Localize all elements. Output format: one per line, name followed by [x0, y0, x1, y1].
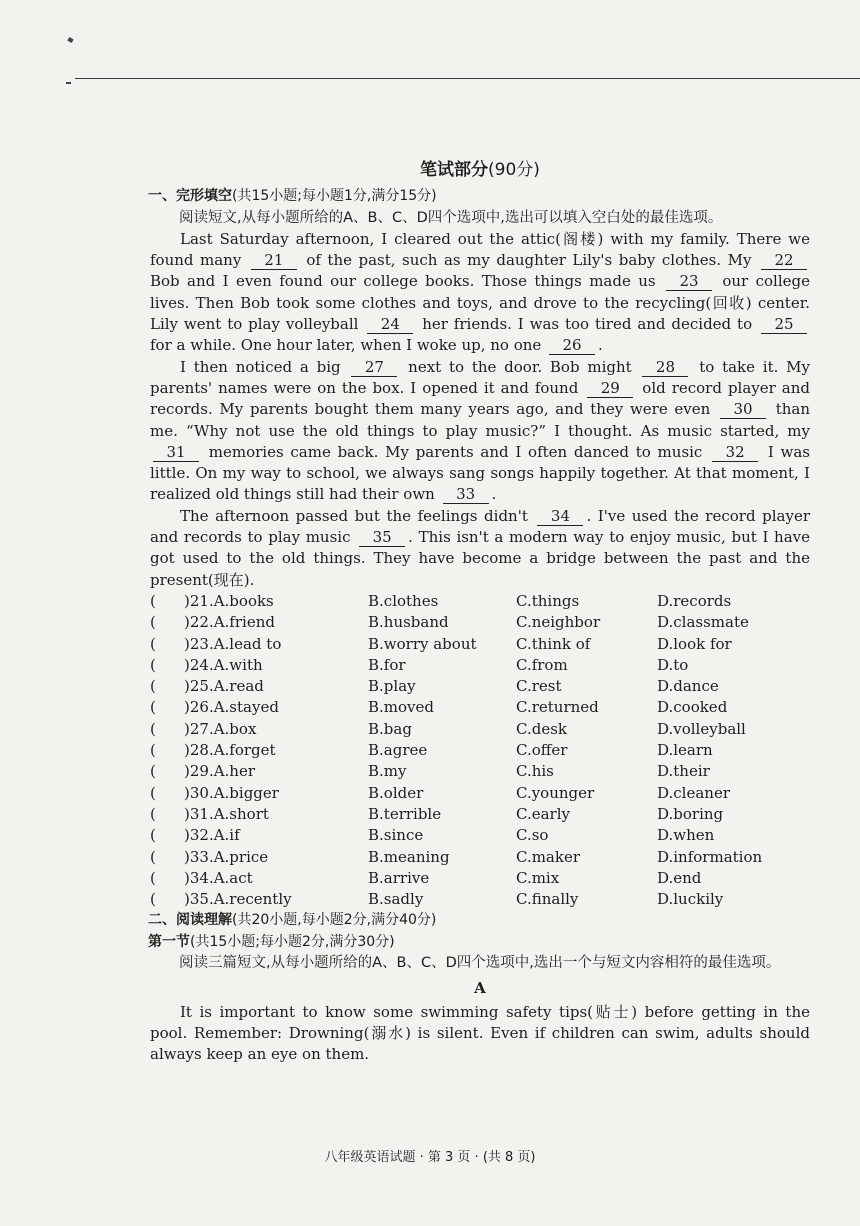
option-b: B.arrive	[368, 868, 430, 887]
option-row	[150, 634, 810, 655]
passage-text: .	[598, 336, 603, 355]
option-c: C.desk	[516, 719, 567, 738]
page-footer: 八年级英语试题 · 第 3 页 · (共 8 页)	[324, 1150, 536, 1165]
answer-bracket: (	[150, 783, 156, 802]
reading-instruction: 阅读三篇短文,从每小题所给的A、B、C、D四个选项中,选出一个与短文内容相符的最佳选项。	[179, 954, 781, 971]
option-b: B.my	[368, 762, 407, 781]
option-d: D.to	[657, 655, 689, 674]
option-a: )32.A.if	[184, 826, 240, 845]
answer-bracket: (	[150, 655, 156, 674]
cloze-paragraph	[150, 229, 810, 357]
passage-text: . I've used the record player and records to play music	[150, 506, 810, 547]
top-rule	[75, 78, 860, 79]
option-b: B.for	[368, 655, 406, 674]
reading-heading-note: (共20小题,每小题2分,满分40分)	[232, 912, 437, 929]
option-a: )34.A.act	[184, 868, 253, 887]
option-b: B.older	[368, 783, 424, 802]
option-d: D.when	[657, 826, 715, 845]
answer-bracket: (	[150, 698, 156, 717]
option-row	[150, 804, 810, 825]
option-a: )23.A.lead to	[184, 634, 282, 653]
answer-bracket: (	[150, 868, 156, 887]
option-b: B.husband	[368, 613, 449, 632]
answer-bracket: (	[150, 804, 156, 823]
cloze-heading-note: (共15小题;每小题1分,满分15分)	[232, 188, 437, 205]
blank-30: 30	[720, 401, 766, 419]
cloze-paragraph	[150, 506, 810, 591]
blank-33: 33	[443, 486, 489, 504]
cloze-options	[150, 591, 810, 910]
option-row	[150, 697, 810, 718]
option-a: )33.A.price	[184, 847, 269, 866]
option-c: C.returned	[516, 698, 599, 717]
cloze-passage	[150, 229, 810, 591]
option-row	[150, 655, 810, 676]
answer-bracket: (	[150, 677, 156, 696]
passage-text: her friends. I was too tired and decided to	[416, 315, 758, 334]
passage-text: Last Saturday afternoon, I cleared out the attic(阁楼) with my family. There we found many	[150, 229, 810, 270]
passage-text: next to the door. Bob might	[400, 357, 640, 376]
title-score: (90分)	[488, 160, 540, 180]
cloze-heading	[148, 186, 810, 207]
passage-text: to take it. My parents' names were on the box. I opened it and found	[150, 357, 810, 397]
page-title	[150, 160, 810, 181]
blank-25: 25	[761, 316, 807, 334]
option-d: D.boring	[657, 804, 724, 823]
reading-section1-text: 第一节	[148, 933, 190, 950]
option-c: C.from	[516, 655, 568, 674]
blank-24: 24	[367, 316, 413, 334]
option-row	[150, 783, 810, 804]
blank-31: 31	[153, 444, 199, 462]
scan-mark	[67, 37, 73, 43]
reading-heading	[148, 910, 810, 931]
option-row	[150, 761, 810, 782]
passage-text: I was little. On my way to school, we always sang songs happily together. At that moment, I realized old things still had their own	[150, 442, 810, 504]
option-c: C.younger	[516, 783, 595, 802]
option-b: B.agree	[368, 741, 428, 760]
passage-text: The afternoon passed but the feelings didn't	[180, 506, 535, 525]
option-d: D.dance	[657, 677, 719, 696]
option-row	[150, 676, 810, 697]
passage-text: of the past, such as my daughter Lily's baby clothes. My	[299, 251, 758, 270]
option-row	[150, 889, 810, 910]
option-b: B.terrible	[368, 804, 442, 823]
scan-mark	[66, 82, 71, 84]
option-b: B.moved	[368, 698, 434, 717]
answer-bracket: (	[150, 719, 156, 738]
option-a: )30.A.bigger	[184, 783, 279, 802]
option-a: )31.A.short	[184, 804, 269, 823]
blank-21: 21	[251, 252, 297, 270]
blank-27: 27	[351, 359, 397, 377]
option-d: D.cleaner	[657, 783, 730, 802]
option-d: D.classmate	[657, 613, 749, 632]
option-a: )25.A.read	[184, 677, 264, 696]
passage-text: . This isn't a modern way to enjoy music, but I have got used to the old things. They have become a bridge between the past and the present(现在).	[150, 528, 811, 589]
option-row	[150, 719, 810, 740]
option-d: D.volleyball	[657, 719, 746, 738]
answer-bracket: (	[150, 591, 156, 610]
option-c: C.maker	[516, 847, 581, 866]
option-a: )24.A.with	[184, 655, 263, 674]
option-a: )28.A.forget	[184, 741, 276, 760]
option-row	[150, 868, 810, 889]
blank-32: 32	[712, 444, 758, 462]
option-b: B.meaning	[368, 847, 450, 866]
passage-a-text: It is important to know some swimming safety tips(贴士) before getting in the pool. Remember: Drowning(溺水) is silent. Even if children can swim, adults should always keep an eye on them.	[150, 1002, 810, 1064]
option-row	[150, 612, 810, 633]
cloze-instruction: 阅读短文,从每小题所给的A、B、C、D四个选项中,选出可以填入空白处的最佳选项。	[179, 209, 723, 226]
option-c: C.think of	[516, 634, 591, 653]
option-d: D.look for	[657, 634, 732, 653]
passage-text: for a while. One hour later, when I woke up, no one	[150, 336, 547, 355]
option-d: D.learn	[657, 741, 713, 760]
option-c: C.his	[516, 762, 554, 781]
option-a: )22.A.friend	[184, 613, 275, 632]
passage-letter: A	[474, 979, 486, 998]
reading-section1-note: (共15小题;每小题2分,满分30分)	[190, 933, 395, 950]
option-c: C.offer	[516, 741, 568, 760]
passage-text: our college lives. Then Bob took some clothes and toys, and drove to the recycling(回收) center. Lily went to play volleyball	[150, 272, 810, 334]
option-c: C.mix	[516, 868, 560, 887]
option-c: C.neighbor	[516, 613, 601, 632]
option-b: B.clothes	[368, 591, 439, 610]
option-c: C.rest	[516, 677, 562, 696]
option-d: D.information	[657, 847, 763, 866]
option-b: B.worry about	[368, 634, 477, 653]
option-a: )29.A.her	[184, 762, 256, 781]
passage-text: .	[491, 485, 497, 504]
blank-23: 23	[666, 273, 712, 291]
blank-28: 28	[642, 359, 688, 377]
reading-heading-text: 二、阅读理解	[148, 912, 232, 929]
answer-bracket: (	[150, 634, 156, 653]
option-c: C.early	[516, 804, 570, 823]
option-d: D.cooked	[657, 698, 728, 717]
answer-bracket: (	[150, 741, 156, 760]
option-a: )26.A.stayed	[184, 698, 279, 717]
reading-section1-heading	[148, 932, 810, 953]
passage-text: than me. “Why not use the old things to play music?” I thought. As music started, my	[150, 400, 811, 440]
cloze-heading-text: 一、完形填空	[148, 188, 232, 205]
answer-bracket: (	[150, 847, 156, 866]
option-b: B.sadly	[368, 890, 424, 909]
option-c: C.things	[516, 591, 580, 610]
option-c: C.so	[516, 826, 549, 845]
passage-text: memories came back. My parents and I often danced to music	[202, 442, 710, 461]
option-row	[150, 847, 810, 868]
option-row	[150, 825, 810, 846]
answer-bracket: (	[150, 613, 156, 632]
option-row	[150, 591, 810, 612]
option-d: D.end	[657, 868, 702, 887]
passage-text: old record player and records. My parents bought them many years ago, and they were even	[150, 378, 810, 419]
option-d: D.records	[657, 591, 732, 610]
passage-text: I then noticed a big	[180, 357, 349, 376]
blank-26: 26	[549, 337, 595, 355]
blank-29: 29	[587, 380, 633, 398]
title-main: 笔试部分	[420, 160, 489, 180]
option-a: )35.A.recently	[184, 890, 292, 909]
option-b: B.play	[368, 677, 416, 696]
option-b: B.bag	[368, 719, 412, 738]
option-c: C.finally	[516, 890, 579, 909]
blank-34: 34	[537, 508, 583, 526]
passage-text: Bob and I even found our college books. Those things made us	[150, 272, 663, 291]
answer-bracket: (	[150, 826, 156, 845]
option-b: B.since	[368, 826, 424, 845]
option-a: )27.A.box	[184, 719, 257, 738]
answer-bracket: (	[150, 762, 156, 781]
exam-content	[150, 160, 810, 1065]
answer-bracket: (	[150, 890, 156, 909]
blank-35: 35	[359, 529, 405, 547]
option-d: D.their	[657, 762, 710, 781]
option-d: D.luckily	[657, 890, 724, 909]
option-a: )21.A.books	[184, 591, 274, 610]
option-row	[150, 740, 810, 761]
blank-22: 22	[761, 252, 807, 270]
cloze-paragraph	[150, 357, 810, 506]
